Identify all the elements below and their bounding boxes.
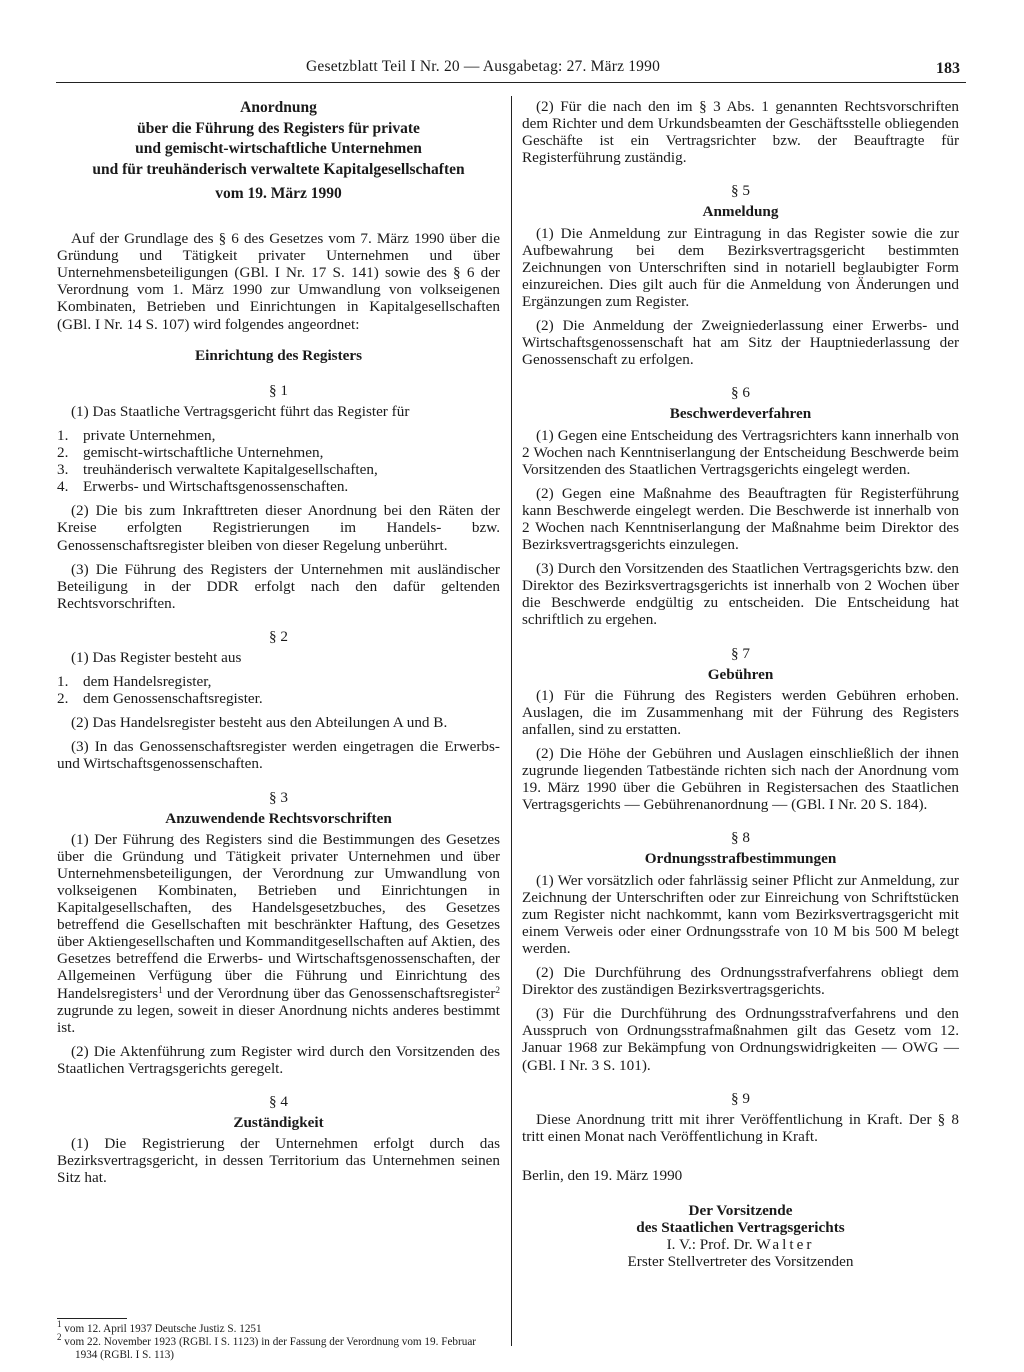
- list-item: 1. private Unternehmen,: [57, 426, 216, 444]
- page-number: 183: [936, 60, 960, 77]
- list-item: 4. Erwerbs- und Wirtschaftsgenossenschaften.: [57, 478, 349, 496]
- gazette-title: Gesetzblatt Teil I Nr. 20 — Ausgabetag: 27. März 1990: [306, 58, 661, 75]
- paragraph-text: (3) Durch den Vorsitzenden des Staatlichen Vertragsgerichts bzw. den Direktor des Bezirksvertragsgerichts ist innerhalb von 2 Wochen über die Beschwerde endgültig zu entscheiden. Die Entscheidung hat schriftlich zu ergehen.: [522, 560, 959, 629]
- list-item: 2. gemischt-wirtschaftliche Unternehmen,: [57, 444, 324, 462]
- list-item: 1. dem Handelsregister,: [57, 673, 212, 691]
- paragraph-text: (1) Die Anmeldung zur Eintragung in das Register sowie die zur Aufbewahrung bei dem Bezirksvertragsgericht bestimmten Zeichnungen von Unterschriften sind in notariell beglaubigter Form einzureichen. Dies gilt auch für die Anmeldung von Änderungen und Ergänzungen zum Register.: [522, 224, 959, 310]
- page-header: [56, 58, 966, 84]
- document-title-line: über die Führung des Registers für private: [137, 119, 420, 137]
- paragraph-title: Zuständigkeit: [233, 1114, 324, 1132]
- document-title-line: Anordnung: [240, 99, 317, 116]
- footnote: $^1$ vom 12. April 1937 Deutsche Justiz S. 1251: [57, 1319, 262, 1335]
- paragraph-text: (1) Das Register besteht aus: [71, 648, 242, 666]
- paragraph-number: § 1: [269, 381, 288, 399]
- document-date: vom 19. März 1990: [215, 185, 342, 202]
- list-item: 3. treuhänderisch verwaltete Kapitalgesellschaften,: [57, 461, 378, 479]
- signatory-institution: des Staatlichen Vertragsgerichts: [636, 1219, 845, 1237]
- paragraph-text: (3) Für die Durchführung des Ordnungsstrafverfahrens und den Ausspruch von Ordnungsstrafmaßnahmen gilt das Gesetz vom 12. Januar 1968 zur Bekämpfung von Ordnungswidrigkeiten — OWG — (GBl. I Nr. 3 S. 101).: [522, 1005, 959, 1074]
- place-and-date: Berlin, den 19. März 1990: [522, 1166, 683, 1184]
- paragraph-text: (2) Die Aktenführung zum Register wird durch den Vorsitzenden des Staatlichen Vertragsgerichts geregelt.: [57, 1042, 500, 1077]
- paragraph-text: (2) Das Handelsregister besteht aus den Abteilungen A und B.: [71, 714, 448, 732]
- header-rule: [56, 82, 966, 83]
- paragraph-text: (1) Das Staatliche Vertragsgericht führt das Register für: [71, 402, 410, 420]
- paragraph-text: (1) Wer vorsätzlich oder fahrlässig seiner Pflicht zur Anmeldung, zur Zeichnung der Unterschriften oder zur Einreichung von Schriftstücken zum Register nicht nachkommt, kann vom Bezirksvertragsgericht mit einem Verweis oder einer Ordnungsstrafe von 10 M bis 500 M belegt werden.: [522, 871, 959, 957]
- right-column: [522, 98, 959, 1270]
- paragraph-number: § 8: [731, 829, 750, 847]
- footnote: $^2$ vom 22. November 1923 (RGBl. I S. 1123) in der Fassung der Verordnung vom 19. Februar 1934 (RGBl. I S. 113): [57, 1332, 477, 1361]
- paragraph-text: (2) Die Höhe der Gebühren und Auslagen einschließlich der ihnen zugrunde liegenden Tatbestände richten sich nach der Anordnung vom 19. März 1990 über die Gebühren in Registersachen des Staatlichen Vertragsgerichts — Gebührenanordnung — (GBl. I Nr. 20 S. 184).: [522, 745, 959, 814]
- paragraph-text: (2) Gegen eine Maßnahme des Beauftragten für Registerführung kann Beschwerde eingelegt werden. Die Beschwerde ist innerhalb von 2 Wochen nach Kenntniserlangung der Maßnahme beim Direktor des Bezirksvertragsgerichts einzulegen.: [522, 484, 959, 554]
- footnotes: [57, 1318, 500, 1362]
- paragraph-text: (1) Der Führung des Registers sind die Bestimmungen des Gesetzes über die Gründung und Tätigkeit privater Unternehmen und über Unternehmensbeteiligungen, der Verordnung zur Umwandlung von volkseigenen Kombinaten, Betrieben und Einrichtungen in Kapitalgesellschaften, des Handelsgesetzbuches, des Gesetzes betreffend die Gesellschaften mit beschränkter Haftung, des Gesetzes über Aktiengesellschaften und Kommanditgesellschaften auf Aktien, des Gesetzes betreffend die Erwerbs- und Wirtschaftsgenossenschaften, der Allgemeinen Verfügung über die Führung und Einrichtung des Handelsregisters$^1$ und der Verordnung über das Genossenschaftsregister$^2$ zugrunde zu legen, soweit in dieser Anordnung nichts anderes bestimmt ist.: [57, 830, 500, 1036]
- signature-block: [522, 1202, 959, 1270]
- paragraph-number: § 9: [731, 1089, 750, 1107]
- enumeration-list: [57, 673, 500, 707]
- paragraph-number: § 5: [731, 182, 750, 200]
- paragraph-title: Gebühren: [707, 665, 774, 683]
- footnote-ref[interactable]: 2: [495, 984, 500, 995]
- signatory-name: Walter: [756, 1236, 815, 1254]
- paragraph-title: Beschwerdeverfahren: [669, 405, 812, 423]
- paragraph-text: (2) Die Durchführung des Ordnungsstrafverfahrens obliegt dem Direktor des zuständigen Bezirksvertragsgerichts.: [522, 964, 959, 999]
- paragraph-text: (2) Die bis zum Inkrafttreten dieser Anordnung bei den Räten der Kreise erfolgten Registrierungen im Handels- bzw. Genossenschaftsregister bleiben von dieser Regelung unberührt.: [57, 502, 500, 554]
- paragraph-title: Anmeldung: [702, 203, 779, 221]
- paragraph-number: § 6: [731, 384, 750, 402]
- list-item: 2. dem Genossenschaftsregister.: [57, 690, 263, 708]
- section-heading: Einrichtung des Registers: [194, 346, 363, 364]
- signatory-name-line: I. V.: Prof. Dr. Walter: [666, 1236, 815, 1254]
- paragraph-text: (1) Die Registrierung der Unternehmen erfolgt durch das Bezirksvertragsgericht, in dessen Territorium das Unternehmen seinen Sitz hat.: [57, 1135, 500, 1187]
- paragraph-number: § 4: [269, 1093, 288, 1111]
- footnote-rule: [57, 1318, 127, 1319]
- paragraph-title: Anzuwendende Rechtsvorschriften: [165, 809, 392, 827]
- paragraph-number: § 2: [269, 627, 288, 645]
- document-title-line: und gemischt-wirtschaftliche Unternehmen: [135, 140, 422, 157]
- paragraph-number: § 7: [731, 644, 750, 662]
- paragraph-text: Diese Anordnung tritt mit ihrer Veröffentlichung in Kraft. Der § 8 tritt einen Monat nach Veröffentlichung in Kraft.: [522, 1110, 959, 1145]
- document-title-line: und für treuhänderisch verwaltete Kapitalgesellschaften: [92, 160, 465, 178]
- paragraph-title: Ordnungsstrafbestimmungen: [644, 850, 837, 868]
- paragraph-text: (2) Für die nach den im § 3 Abs. 1 genannten Rechtsvorschriften dem Richter und dem Urkundsbeamten der Geschäftsstelle obliegenden Geschäfte ist ein Vertragsrichter bzw. der Beauftragte für Registerführung zuständig.: [522, 98, 959, 167]
- paragraph-text: (3) Die Führung des Registers der Unternehmen mit ausländischer Beteiligung in der DDR erfolgt nach den dafür geltenden Rechtsvorschriften.: [57, 560, 500, 612]
- preamble: Auf der Grundlage des § 6 des Gesetzes vom 7. März 1990 über die Gründung und Tätigkeit privater Unternehmen und über Unternehmensbeteiligungen (GBl. I Nr. 17 S. 141) sowie des § 6 der Verordnung vom 1. März 1990 zur Umwandlung von volkseigenen Kombinaten, Betrieben und Einrichtungen in Kapitalgesellschaften (GBl. I Nr. 14 S. 107) wird folgendes angeordnet:: [57, 230, 500, 333]
- paragraph-text: (1) Für die Führung des Registers werden Gebühren erhoben. Auslagen, die im Zusammenhang mit der Führung des Registers anfallen, sind zu erstatten.: [522, 686, 959, 738]
- paragraph-text: (1) Gegen eine Entscheidung des Vertragsrichters kann innerhalb von 2 Wochen nach Kenntniserlangung der Entscheidung Beschwerde beim Vorsitzenden des Staatlichen Vertragsgerichts eingelegt werden.: [522, 426, 959, 478]
- paragraph-text: (2) Die Anmeldung der Zweigniederlassung einer Erwerbs- und Wirtschaftsgenossenschaft hat am Sitz der Hauptniederlassung der Genossenschaft zu erfolgen.: [522, 317, 959, 369]
- left-column: [57, 98, 500, 1194]
- signatory-role: Erster Stellvertreter des Vorsitzenden: [627, 1253, 854, 1271]
- document-title: [57, 98, 500, 180]
- paragraph-number: § 3: [269, 788, 288, 806]
- enumeration-list: [57, 427, 500, 495]
- column-divider: [511, 96, 512, 1346]
- footnote-ref[interactable]: 1: [158, 984, 163, 995]
- paragraph-text: (3) In das Genossenschaftsregister werden eingetragen die Erwerbs- und Wirtschaftsgenossenschaften.: [57, 738, 500, 773]
- signatory-title: Der Vorsitzende: [688, 1201, 793, 1219]
